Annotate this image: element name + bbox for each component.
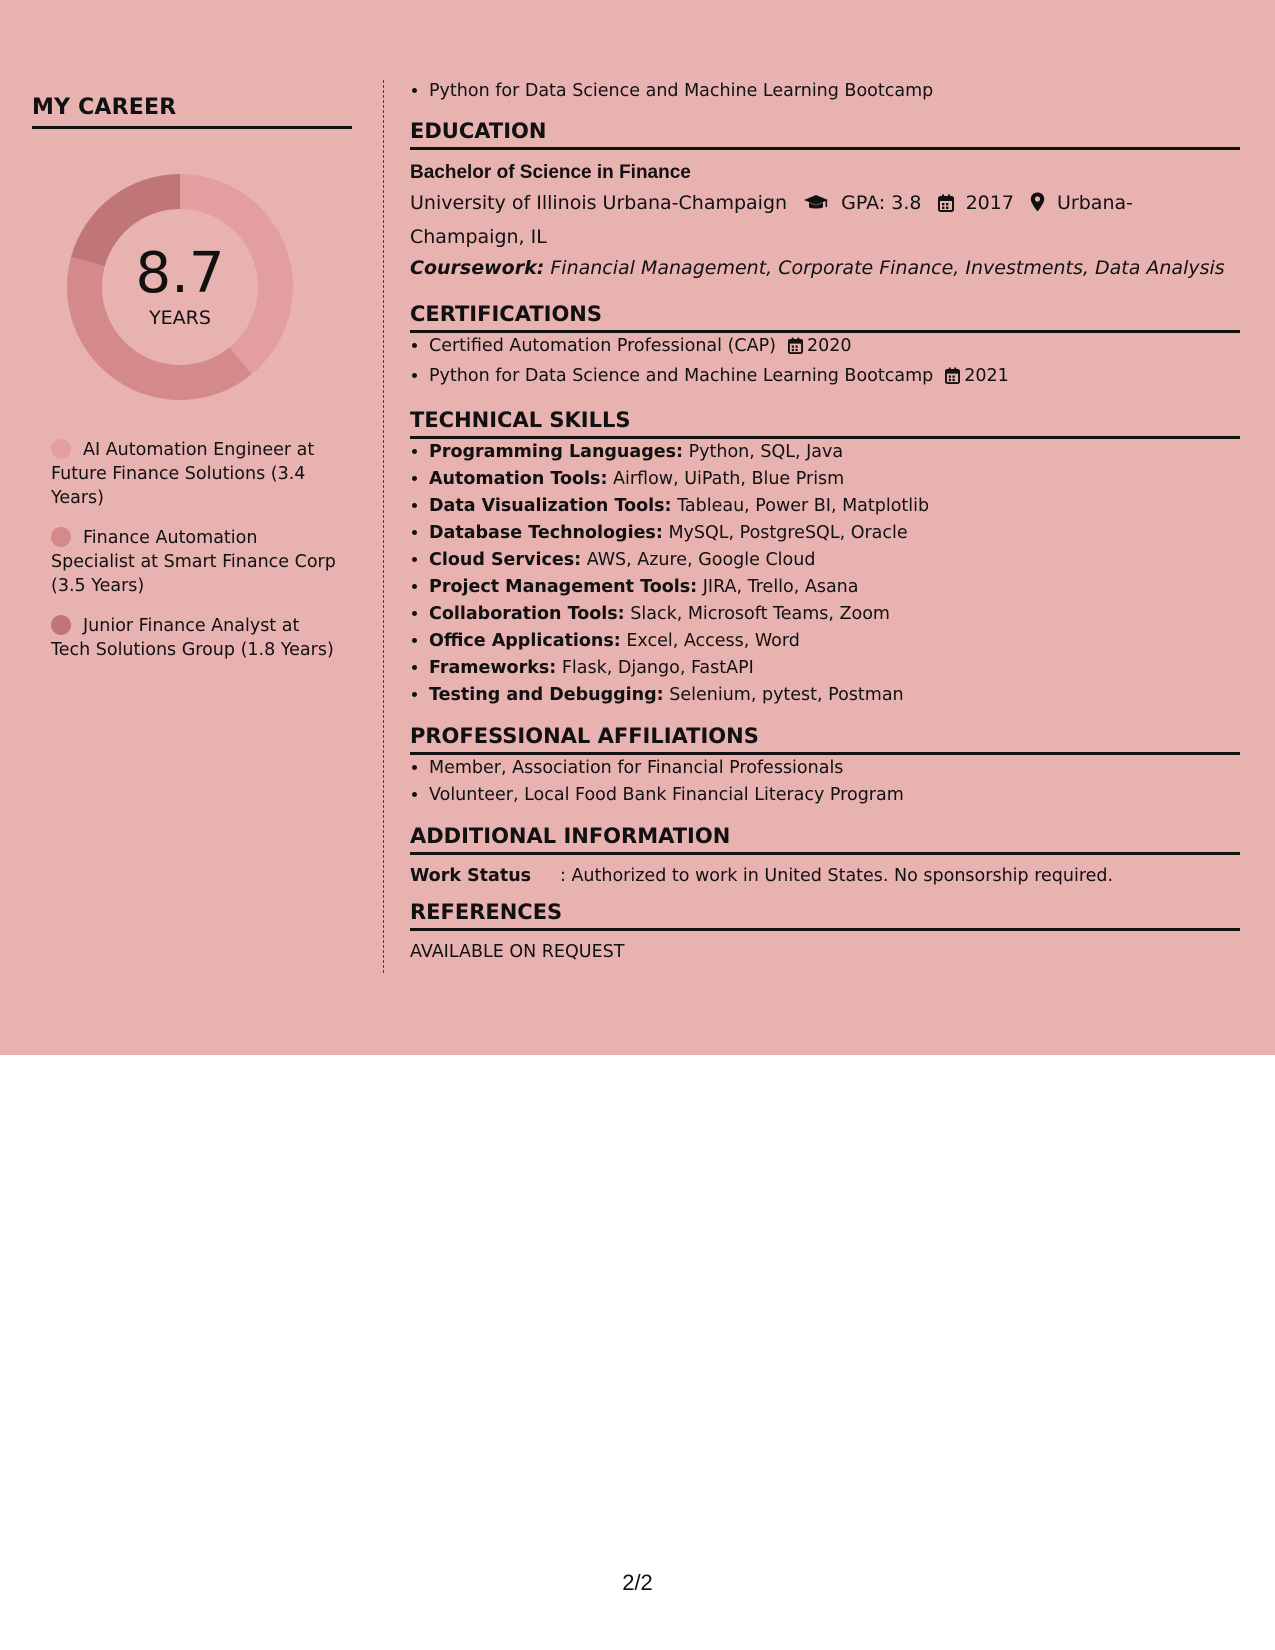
additional-info-section xyxy=(410,824,1240,889)
column-divider xyxy=(383,80,384,973)
list-item: • Python for Data Science and Machine Learning Bootcamp xyxy=(429,78,1240,105)
continued-list xyxy=(410,78,1240,105)
section-title-references: REFERENCES xyxy=(410,900,1240,931)
skill-value: Selenium, pytest, Postman xyxy=(669,685,904,705)
skill-value: Airflow, UiPath, Blue Prism xyxy=(613,469,845,489)
list-item xyxy=(429,682,1240,709)
section-title-affiliations: PROFESSIONAL AFFILIATIONS xyxy=(410,724,1240,755)
skills-list xyxy=(410,439,1240,709)
certification-year: 2020 xyxy=(806,336,852,356)
certifications-section xyxy=(410,302,1240,393)
skill-label: Project Management Tools: xyxy=(429,577,698,597)
skill-label: Programming Languages: xyxy=(429,442,684,462)
skill-label: Cloud Services: xyxy=(429,550,582,570)
career-title: MY CAREER xyxy=(32,95,352,129)
work-status-row xyxy=(410,863,1240,889)
section-title-certifications: CERTIFICATIONS xyxy=(410,302,1240,333)
list-item xyxy=(429,363,1240,393)
list-item xyxy=(429,628,1240,655)
work-status-label: Work Status xyxy=(410,866,532,886)
skill-label: Office Applications: xyxy=(429,631,621,651)
list-item xyxy=(429,574,1240,601)
references-text: AVAILABLE ON REQUEST xyxy=(410,942,625,962)
coursework-label: Coursework: xyxy=(410,257,545,279)
legend-dot-icon xyxy=(51,615,71,635)
list-item: • Volunteer, Local Food Bank Financial Literacy Program xyxy=(429,782,1240,809)
list-item xyxy=(429,466,1240,493)
legend-item xyxy=(51,526,341,598)
list-item: • Member, Association for Financial Professionals xyxy=(429,755,1240,782)
technical-skills-section xyxy=(410,408,1240,709)
certification-year: 2021 xyxy=(964,366,1009,386)
list-item xyxy=(429,601,1240,628)
legend-item xyxy=(51,438,341,510)
list-item xyxy=(429,333,1240,363)
skill-value: MySQL, PostgreSQL, Oracle xyxy=(668,523,908,543)
skill-value: Slack, Microsoft Teams, Zoom xyxy=(630,604,890,624)
legend-label: AI Automation Engineer at Future Finance Solutions (3.4 Years) xyxy=(51,440,315,508)
certification-name: Certified Automation Professional (CAP) xyxy=(429,336,776,356)
education-details xyxy=(410,188,1240,253)
donut-center xyxy=(67,174,293,400)
coursework xyxy=(410,253,1240,284)
skill-value: Flask, Django, FastAPI xyxy=(561,658,754,678)
affiliations-section xyxy=(410,724,1240,809)
list-item xyxy=(429,655,1240,682)
calendar-icon xyxy=(788,336,803,363)
legend-dot-icon xyxy=(51,527,71,547)
list-item xyxy=(429,547,1240,574)
legend-dot-icon xyxy=(51,439,71,459)
career-sidebar xyxy=(32,95,352,678)
location-pin-icon xyxy=(1030,191,1045,222)
skill-label: Testing and Debugging: xyxy=(429,685,664,705)
certifications-list xyxy=(410,333,1240,393)
calendar-icon xyxy=(938,191,954,222)
section-title-education: EDUCATION xyxy=(410,119,1240,150)
legend-item xyxy=(51,614,341,662)
legend-label: Junior Finance Analyst at Tech Solutions Group (1.8 Years) xyxy=(51,616,334,660)
career-legend xyxy=(51,438,341,662)
skill-value: JIRA, Trello, Asana xyxy=(702,577,859,597)
skill-value: Python, SQL, Java xyxy=(688,442,844,462)
skill-label: Automation Tools: xyxy=(429,469,608,489)
skill-label: Collaboration Tools: xyxy=(429,604,625,624)
section-title-technical-skills: TECHNICAL SKILLS xyxy=(410,408,1240,439)
skill-value: Tableau, Power BI, Matplotlib xyxy=(677,496,930,516)
career-donut-chart xyxy=(67,174,293,400)
skill-value: Excel, Access, Word xyxy=(626,631,800,651)
certification-name: Python for Data Science and Machine Learning Bootcamp xyxy=(429,366,934,386)
total-years-unit: YEARS xyxy=(149,307,211,329)
degree-title: Bachelor of Science in Finance xyxy=(410,162,691,183)
legend-label: Finance Automation Specialist at Smart Finance Corp (3.5 Years) xyxy=(51,528,336,596)
affiliations-list xyxy=(410,755,1240,809)
gpa: GPA: 3.8 xyxy=(841,192,922,214)
coursework-value: Financial Management, Corporate Finance, Investments, Data Analysis xyxy=(550,257,1225,279)
skill-label: Frameworks: xyxy=(429,658,557,678)
school-name: University of Illinois Urbana-Champaign xyxy=(410,192,788,214)
calendar-icon xyxy=(945,366,960,393)
work-status-value: : Authorized to work in United States. No sponsorship required. xyxy=(560,866,1114,886)
education-section xyxy=(410,119,1240,284)
list-item xyxy=(429,520,1240,547)
section-title-additional-info: ADDITIONAL INFORMATION xyxy=(410,824,1240,855)
list-item xyxy=(429,493,1240,520)
skill-label: Data Visualization Tools: xyxy=(429,496,672,516)
skill-value: AWS, Azure, Google Cloud xyxy=(586,550,816,570)
graduation-cap-icon xyxy=(803,191,829,222)
references-section xyxy=(410,900,1240,965)
school-location: Urbana-Champaign, IL xyxy=(410,192,1133,248)
page-number: 2/2 xyxy=(622,1570,653,1595)
graduation-year: 2017 xyxy=(965,192,1014,214)
list-item xyxy=(429,439,1240,466)
main-content xyxy=(410,78,1240,965)
skill-label: Database Technologies: xyxy=(429,523,663,543)
total-years-value: 8.7 xyxy=(135,241,225,306)
